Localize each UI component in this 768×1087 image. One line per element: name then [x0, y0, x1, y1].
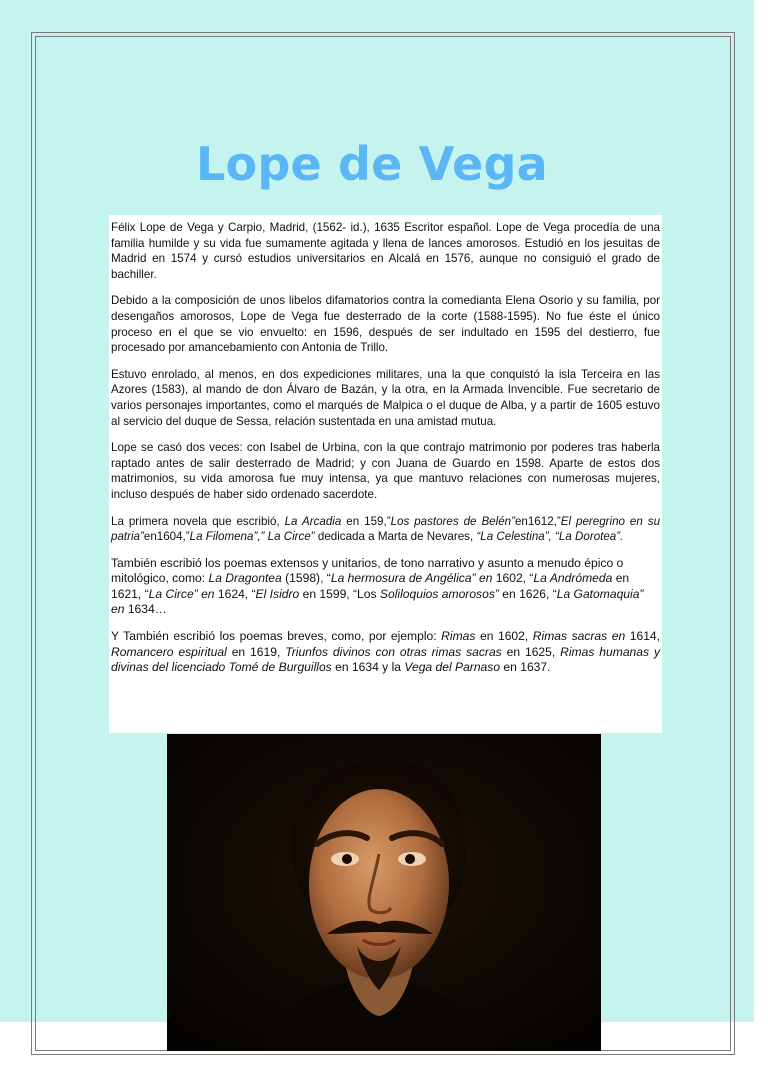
page-title: Lope de Vega	[196, 137, 548, 191]
paragraph-3: Estuvo enrolado, al menos, en dos expediciones militares, una la que conquistó la isla Terceira en las Azores (1583), al mando de don Álvaro de Bazán, y la otra, en la Armada Invencible. Fue secretario de varios personajes importantes, como el marqués de Malpica o el duque de Alba, y a partir de 1605 estuvo al servicio del duque de Sessa, relación sustentada en una amistad mutua.	[111, 367, 660, 428]
paragraph-7: Y También escribió los poemas breves, como, por ejemplo: Rimas en 1602, Rimas sacras en 1614, Romancero espiritual en 1619, Triunfos divinos con otras rimas sacras en 1625, Rimas humanas y divinas del licenciado Tomé de Burguillos en 1634 y la Vega del Parnaso en 1637.	[111, 629, 661, 675]
portrait-illustration	[167, 734, 601, 1051]
paragraph-1: Félix Lope de Vega y Carpio, Madrid, (1562- id.), 1635 Escritor español. Lope de Vega procedía de una familia humilde y su vida fue sumamente agitada y llena de lances amorosos. Estudió en los jesuitas de Madrid en 1574 y cursó estudios universitarios en Alcalá en 1576, aunque no consiguió el grado de bachiller.	[111, 221, 660, 281]
portrait-right-pupil	[405, 854, 415, 864]
portrait-image	[167, 734, 601, 1051]
portrait-left-pupil	[342, 854, 352, 864]
paragraph-5: La primera novela que escribió, La Arcadia en 159,”Los pastores de Belén”en1612,”El peregrino en su patria”en1604,”La Filomena”,” La Circe” dedicada a Marta de Nevares, “La Celestina”, “La Dorotea”.	[111, 514, 661, 544]
paragraph-2: Debido a la composición de unos libelos difamatorios contra la comedianta Elena Osorio y su familia, por desengaños amorosos, Lope de Vega fue desterrado de la corte (1588-1595). No fue éste el único proceso en el que se vio envuelto: en 1596, después de ser indultado en 1595 del destierro, fue procesado por amancebamiento con Antonia de Trillo.	[111, 294, 660, 355]
portrait-face	[309, 789, 449, 979]
paragraph-4: Lope se casó dos veces: con Isabel de Urbina, con la que contrajo matrimonio por poderes tras haberla raptado antes de salir desterrado de Madrid; y con Juana de Guardo en 1598. Aparte de estos dos matrimonios, su vida amorosa fue muy intensa, ya que mantuvo relaciones con numerosas mujeres, incluso después de haber sido ordenado sacerdote.	[111, 441, 660, 501]
paragraph-6: También escribió los poemas extensos y unitarios, de tono narrativo y asunto a menudo épico o mitológico, como: La Dragontea (1598), “La hermosura de Angélica” en 1602, “La Andrómeda en 1621, “La Circe” en 1624, “El Isidro en 1599, “Los Soliloquios amorosos” en 1626, “La Gatomaquia” en 1634…	[111, 555, 644, 617]
biography-text	[109, 215, 662, 733]
